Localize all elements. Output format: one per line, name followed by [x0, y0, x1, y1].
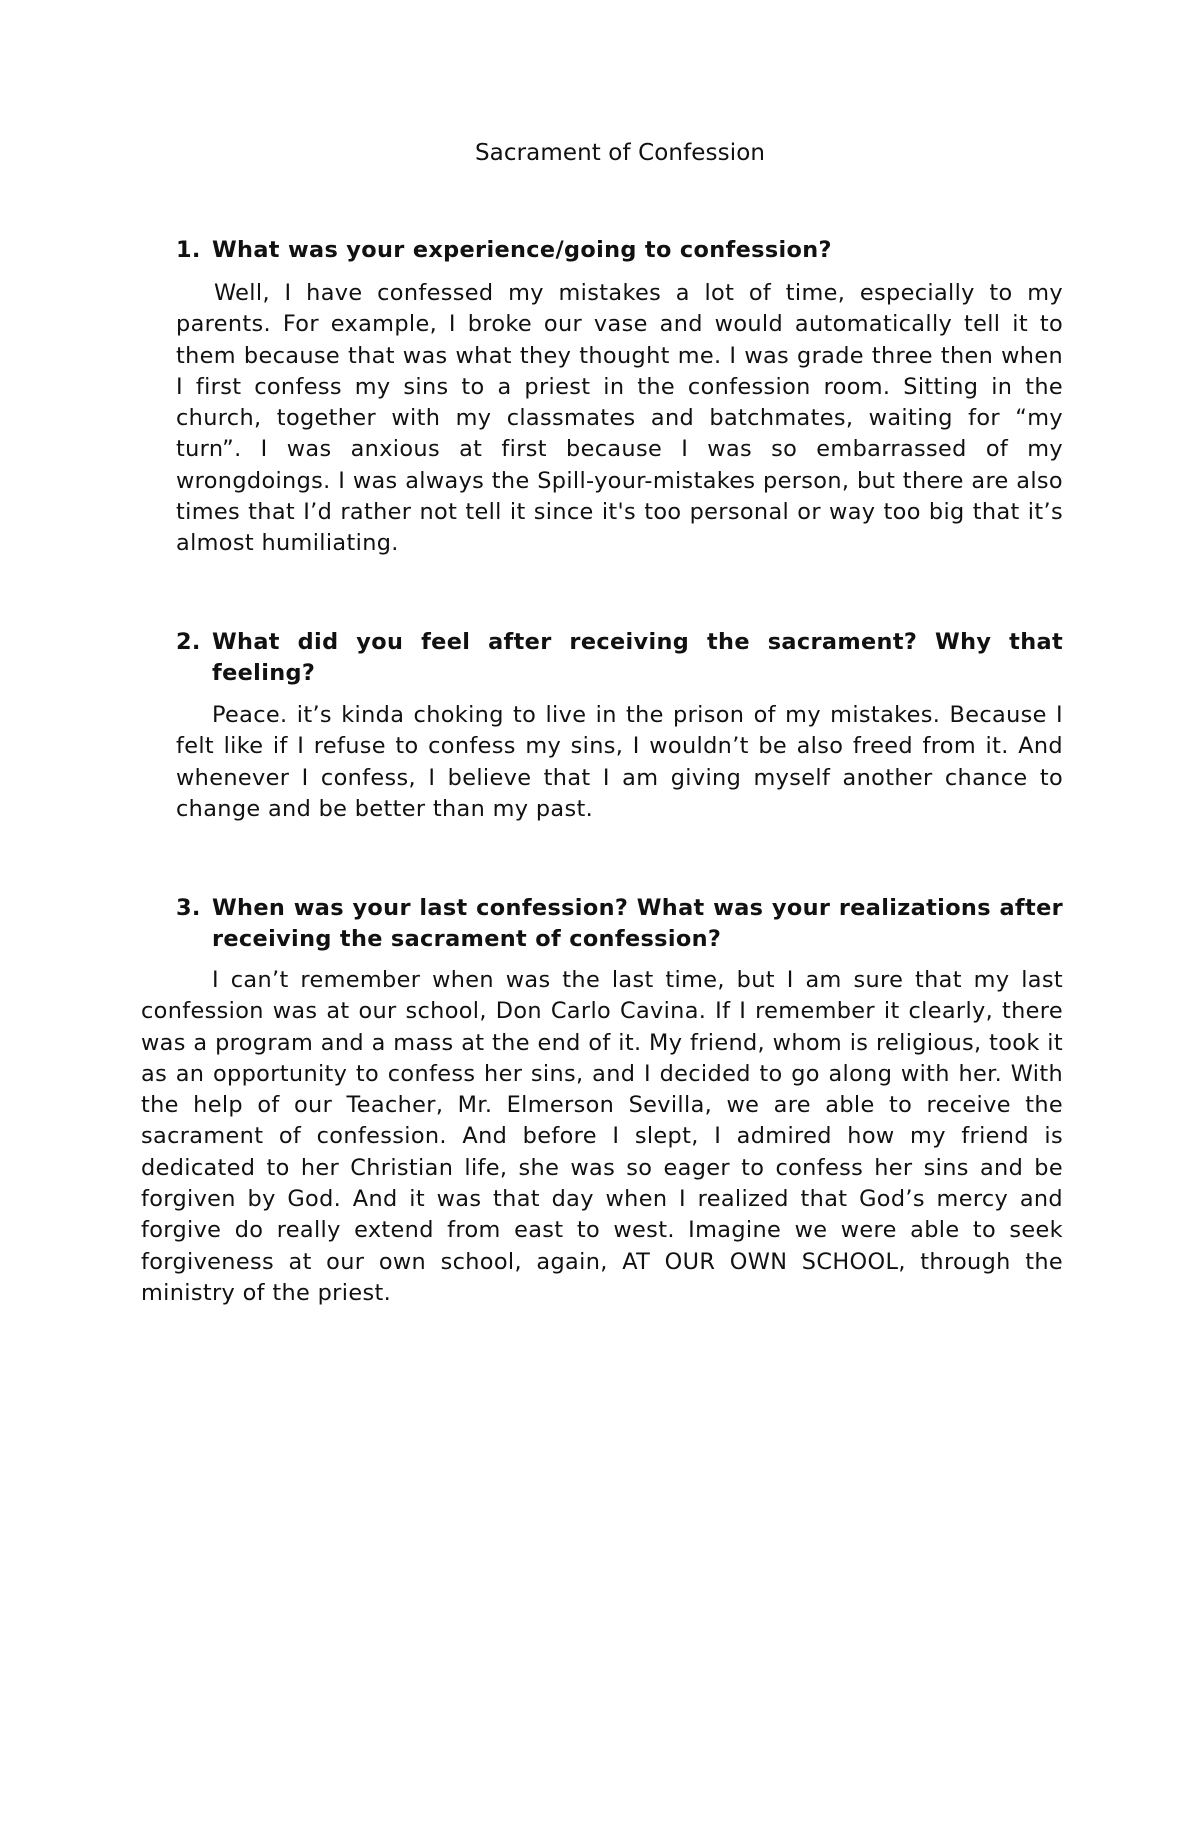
answer-2 [176, 700, 1063, 825]
answer-3 [141, 965, 1063, 1309]
document-title: Sacrament of Confession [474, 140, 766, 166]
question-text: What did you feel after receiving the sacrament? Why that feeling? [212, 629, 1063, 686]
question-1 [176, 235, 1063, 266]
question-text: What was your experience/going to confession? [212, 237, 832, 263]
question-number: 3. [176, 895, 201, 921]
answer-1 [176, 278, 1063, 560]
question-number: 1. [176, 237, 201, 263]
answer-paragraph: Well, I have confessed my mistakes a lot of time, especially to my parents. For example, I broke our vase and would automatically tell it to them because that was what they thought me. I was grade three then when I first confess my sins to a priest in the confession room. Sitting in the church, together with my classmates and batchmates, waiting for “my turn”. I was anxious at first because I was so embarrassed of my wrongdoings. I was always the Spill-your-mistakes person, but there are also times that I’d rather not tell it since it's too personal or way too big that it’s almost humiliating. [176, 280, 1063, 557]
question-number: 2. [176, 629, 201, 655]
answer-paragraph: Peace. it’s kinda choking to live in the prison of my mistakes. Because I felt like if I refuse to confess my sins, I wouldn’t be also freed from it. And whenever I confess, I believe that I am giving myself another chance to change and be better than my past. [176, 702, 1063, 822]
question-3 [176, 893, 1063, 955]
question-2 [176, 627, 1063, 689]
question-text: When was your last confession? What was your realizations after receiving the sacrament of confession? [212, 895, 1063, 952]
answer-paragraph: I can’t remember when was the last time, but I am sure that my last confession was at our school, Don Carlo Cavina. If I remember it clearly, there was a program and a mass at the end of it. My friend, whom is religious, took it as an opportunity to confess her sins, and I decided to go along with her. With the help of our Teacher, Mr. Elmerson Sevilla, we are able to receive the sacrament of confession. And before I slept, I admired how my friend is dedicated to her Christian life, she was so eager to confess her sins and be forgiven by God. And it was that day when I realized that God’s mercy and forgive do really extend from east to west. Imagine we were able to seek forgiveness at our own school, again, AT OUR OWN SCHOOL, through the ministry of the priest. [141, 967, 1063, 1306]
